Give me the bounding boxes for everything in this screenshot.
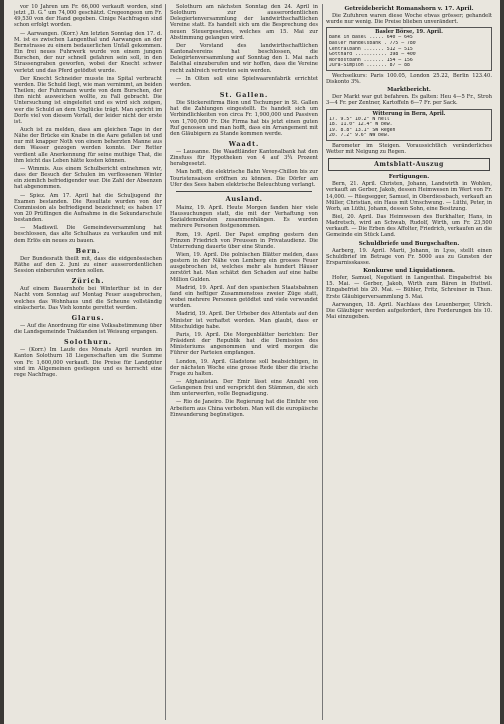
paragraph: — Wimmis. Aus einem Schulbericht entnehmen wir, dass der Besuch der Schulen im verflossenen Winter ein ziemlich befriedigender war. Die Zahl der Absenzen hat abgenommen. — [14, 165, 162, 191]
paragraph: — Afghanistan. Der Emir lässt eine Anzahl von Gefangenen frei und verspricht den Stämmen, die sich ihm unterwerfen, volle Begnadigung. — [170, 378, 318, 398]
paragraph: Rom, 19. April. Der Papst empfing gestern den Prinzen Friedrich von Preussen in Privataudienz. Die Unterredung dauerte über eine Stunde. — [170, 231, 318, 250]
table-row: Jura-Simplon ....... 87 — 88 — [329, 63, 410, 69]
paragraph: Madrid, 19. April. Auf den spanischen Staatsbahnen fand ein heftiger Zusammenstoss zweier Züge statt, wobei mehrere Personen getödtet und viele verwundet wurden. — [170, 284, 318, 310]
paragraph: Wien, 19. April. Die polnischen Blätter melden, dass gestern in der Nähe von Lemberg ein grosses Feuer ausgebrochen ist, welches mehr als hundert Häuser zerstört hat. Man schätzt den Schaden auf eine halbe Million Gulden. — [170, 252, 318, 283]
paragraph: Paris, 19. April. Die Morgenblätter berichten: Der Präsident der Republik hat die Demission des Ministeriums angenommen und wird morgen die Führer der Parteien empfangen. — [170, 331, 318, 357]
paragraph: Mainz, 19. April. Heute Morgen fanden hier viele Haussuchungen statt, die mit der Verhaftung von Sozialdemokraten zusammenhängen. Es wurden mehrere Personen festgenommen. — [170, 204, 318, 230]
paragraph: London, 19. April. Gladstone soll beabsichtigen, in der nächsten Woche eine grosse Rede über die irische Frage zu halten. — [170, 358, 318, 377]
subheading: Fertigungen. — [388, 174, 430, 181]
paragraph: Der Vorstand des landwirthschaftlichen Kantonalvereins hat beschlossen, die Delegirtenversammlung auf Sonntag den 1. Mai nach Balsthal einzuberufen und wir hoffen, dass die Vereine recht zahlreich vertreten sein werden. — [170, 42, 318, 74]
table-row: 20. 7.2° 9.6° NW bew. — [329, 133, 390, 139]
column-2 — [170, 4, 318, 720]
column-1 — [14, 4, 162, 720]
table-row: Centralbahn ....... 512 — 515 — [329, 46, 413, 52]
section-heading: Waadt. — [228, 139, 260, 148]
section-heading: Bern. — [75, 246, 101, 255]
paragraph: Auf einem Bauernhofe bei Winterthur ist in der Nacht vom Sonntag auf Montag Feuer ausgebrochen, welches das Wohnhaus und die Scheune vollständig einäscherte. Das Vieh konnte gerettet werden. — [14, 286, 162, 311]
section-heading: Zürich. — [71, 277, 105, 286]
paragraph: — Auf die Anordnung für eine Volksabstimmung über die Landsgemeinde Traktanden ist Weisung ergangen. — [14, 322, 162, 336]
price-table — [326, 27, 492, 71]
paragraph: — Aarwangen. (Korr.) Am letzten Sonntag den 17. d. M. ist es zwischen Langenthal und Aarwangen an der Bernstrasse zu einem bedauerlichen Unfall gekommen. Ein frei neues Fuhrwerk wurde von einem jungen Burschen, der nur schnell gefahren sein soll, in den Strassengraben geworfen, wobei der Knecht schwer verletzt und das Pferd getödtet wurde. — [14, 30, 162, 74]
paragraph: — Spiez. Am 17. April hat die Schuljugend ihr Examen bestanden. Die Resultate wurden von der Commission als befriedigend bezeichnet; es haben 17 von 20 Prüflingen die Aufnahme in die Sekundarschule bestanden. — [14, 192, 162, 224]
table-body — [329, 35, 489, 69]
paragraph: — Rio de Janeiro. Die Regierung hat die Einfuhr von Arbeitern aus China verboten. Man will die europäische Einwanderung begünstigen. — [170, 399, 318, 418]
paragraph: Die Zufuhren waren diese Woche etwas grösser; gehandelt wurde nur wenig. Die Preise blieben unverändert. — [326, 13, 492, 26]
table-row: Nordostbahn ....... 154 — 156 — [329, 57, 413, 63]
paragraph: Biel, 20. April. Das Heimwesen des Burkhalter, Hans, in Madretsch, wird an Schwab, Rudolf, Wirth, um Fr. 23,500 verkauft. — Die Erben des Affolter, Friedrich, verkaufen an die Gemeinde ein Stück Land. — [326, 213, 492, 239]
paragraph: Aarwangen, 18. April. Nachlass des Leuenberger, Ulrich. Die Gläubiger werden aufgefordert, ihre Forderungen bis 10. Mai einzugeben. — [326, 301, 492, 320]
paragraph: Solothurn am nächsten Sonntag den 24. April in Solothurn zur ausserordentlichen Delegiertenversammlung der landwirthschaftlichen Vereine statt. Es handelt sich um die Besprechung des neuen Steuergesetzes, welches am 15. Mai zur Abstimmung gelangen wird. — [170, 4, 318, 41]
paragraph: — Madiswil. Die Gemeindeversammlung hat beschlossen, das alte Schulhaus zu verkaufen und mit dem Erlös ein neues zu bauen. — [14, 225, 162, 244]
subheading: Konkurse und Liquidationen. — [363, 268, 455, 275]
box-title: Amtsblatt-Auszug — [374, 161, 444, 169]
newspaper-page — [4, 0, 500, 724]
paragraph: Auch ist zu melden, dass am gleichen Tage in der Nähe der Brücke ein Knabe in die Aare gefallen ist und nur mit knapper Noth von einem beherzten Manne aus dem Wasser gezogen werden konnte. Der Retter verdient alle Anerkennung für seine muthige That, die ihm leicht das Leben hätte kosten können. — [14, 126, 162, 164]
paragraph: Wechselkurs: Paris 100.05, London 25.22, Berlin 123.40. Diskonto 3%. — [326, 72, 492, 86]
paragraph: — (Korr.) Im Laufe des Monats April wurden im Kanton Solothurn 18 Liegenschaften um die Summe von Fr. 1,600,000 verkauft. Die Preise für Landgüter sind im Allgemeinen gestiegen und es herrscht eine rege Nachfrage. — [14, 347, 162, 378]
table-row: 18. 11.0° 12.4° W bew. — [329, 122, 393, 128]
paragraph: Der Bundesrath theilt mit, dass die eidgenössischen Räthe auf den 2. Juni zu einer ausserordentlichen Session einberufen werden sollen. — [14, 255, 162, 275]
table-row: 19. 8.8° 13.1° SW Regen — [329, 127, 396, 133]
table-body — [329, 117, 489, 139]
divider — [176, 191, 312, 192]
paragraph: — In Olten soll eine Spielwaarenfabrik errichtet werden. — [170, 75, 318, 88]
section-heading: Glarus. — [71, 313, 105, 322]
paragraph: Man hofft, die elektrische Bahn Vevey-Chillon bis zur Touristensaison eröffnen zu können. Die Dörfer am Ufer des Sees haben elektrische Beleuchtung verlangt. — [170, 169, 318, 188]
paragraph: — Lausanne. Die Waadtländer Kantonalbank hat den Zinsfuss für Hypotheken von 4 auf 3¾ Prozent herabgesetzt. — [170, 148, 318, 168]
paragraph: Der Markt war gut befahren. Es galten: Heu 4—5 Fr., Stroh 3—4 Fr. per Zentner, Kartoffeln 6—7 Fr. per Sack. — [326, 94, 492, 107]
section-heading: Ausland. — [225, 194, 263, 203]
table-title: Basler Börse, 19. April. — [375, 29, 443, 36]
paragraph: Der Knecht Schneider musste ins Spital verbracht werden. Die Schuld liegt, wie man vernimmt, an beiden Theilen; der Fuhrmann wurde von dem Burschen, der ihm nicht ausweichen wollte, zu Fall gebracht. Die Untersuchung ist eingeleitet und es wird sich zeigen, wer die Schuld an dem Unglücke trägt. Man spricht im Dorfe viel von diesem Vorfall, der leider nicht der erste ist. — [14, 75, 162, 125]
paragraph: Madrid, 19. April. Der Urheber des Attentats auf den Minister ist verhaftet worden. Man glaubt, dass er Mitschuldige habe. — [170, 311, 318, 330]
section-heading: Marktbericht. — [387, 87, 431, 94]
subheading: Schuldbriefe und Burgschaften. — [358, 240, 460, 247]
table-row: Bank in Basel ..... 640 — 645 — [329, 35, 413, 41]
paragraph: Die Stickereifirma Bion und Tschumper in St. Gallen hat die Zahlungen eingestellt. Es handelt sich um Verbindlichkeiten von circa Fr. 1,900,000 und Passiven von 1,700,000 Fr. Die Firma hat bis jetzt einen guten Ruf genossen und man hofft, dass ein Arrangement mit den Gläubigern zu Stande kommen werde. — [170, 100, 318, 137]
section-heading: Solothurn. — [63, 338, 113, 347]
section-heading: St. Gallen. — [219, 91, 269, 100]
paragraph: Barometer im Steigen. Voraussichtlich veränderliches Wetter mit Neigung zu Regen. — [326, 142, 492, 156]
paragraph: Hofer, Samuel, Negotiant in Langenthal. Eingabefrist bis 15. Mai. — Gerber, Jakob, Wirth zum Bären in Huttwil. Eingabefrist bis 20. Mai. — Bühler, Fritz, Schreiner in Thun. Erste Gläubigerversammlung 5. Mai. — [326, 275, 492, 300]
official-gazette-box — [328, 158, 490, 171]
paragraph: Bern, 21. April. Christen, Johann, Landwirth in Wohlen, verkauft an Gerber, Jakob, dessen Heimwesen im Wert von Fr. 14,000. — Rüegsegger, Samuel, in Oberdiessbach, verkauft an Müller, Christian, ein Haus mit Umschwung. — Lüthi, Peter, in Worb, an Lüthi, Johann, dessen Sohn, eine Besitzung. — [326, 181, 492, 212]
paragraph: vor 10 Jahren um Fr. 66,000 verkauft worden, sind jetzt „D. G.“ um 74,000 geschätzt. Cregeongeon um Fr. 49,530 von der Hand gegeben. Cinige Nachfragen sind schon erfolgt worden. — [14, 4, 162, 29]
table-title: Witterung in Bern, April. — [372, 110, 446, 117]
column-rule — [322, 4, 323, 720]
table-row: Gotthard ........... 398 — 400 — [329, 52, 416, 58]
market-report-title: Getreidebericht Romanshorn v. 17. April. — [344, 6, 474, 12]
table-row: 17. 9.5° 10.2° N hell — [329, 116, 390, 122]
paragraph: Aarberg, 19. April. Marti, Johann, in Lyss, stellt einen Schuldbrief im Betrage von Fr. 5000 aus zu Gunsten der Ersparnisskasse. — [326, 247, 492, 266]
column-3 — [326, 4, 492, 720]
table-row: Basler Handelsbank . 775 — 780 — [329, 40, 416, 46]
column-rule — [165, 4, 166, 720]
weather-table — [326, 109, 492, 141]
